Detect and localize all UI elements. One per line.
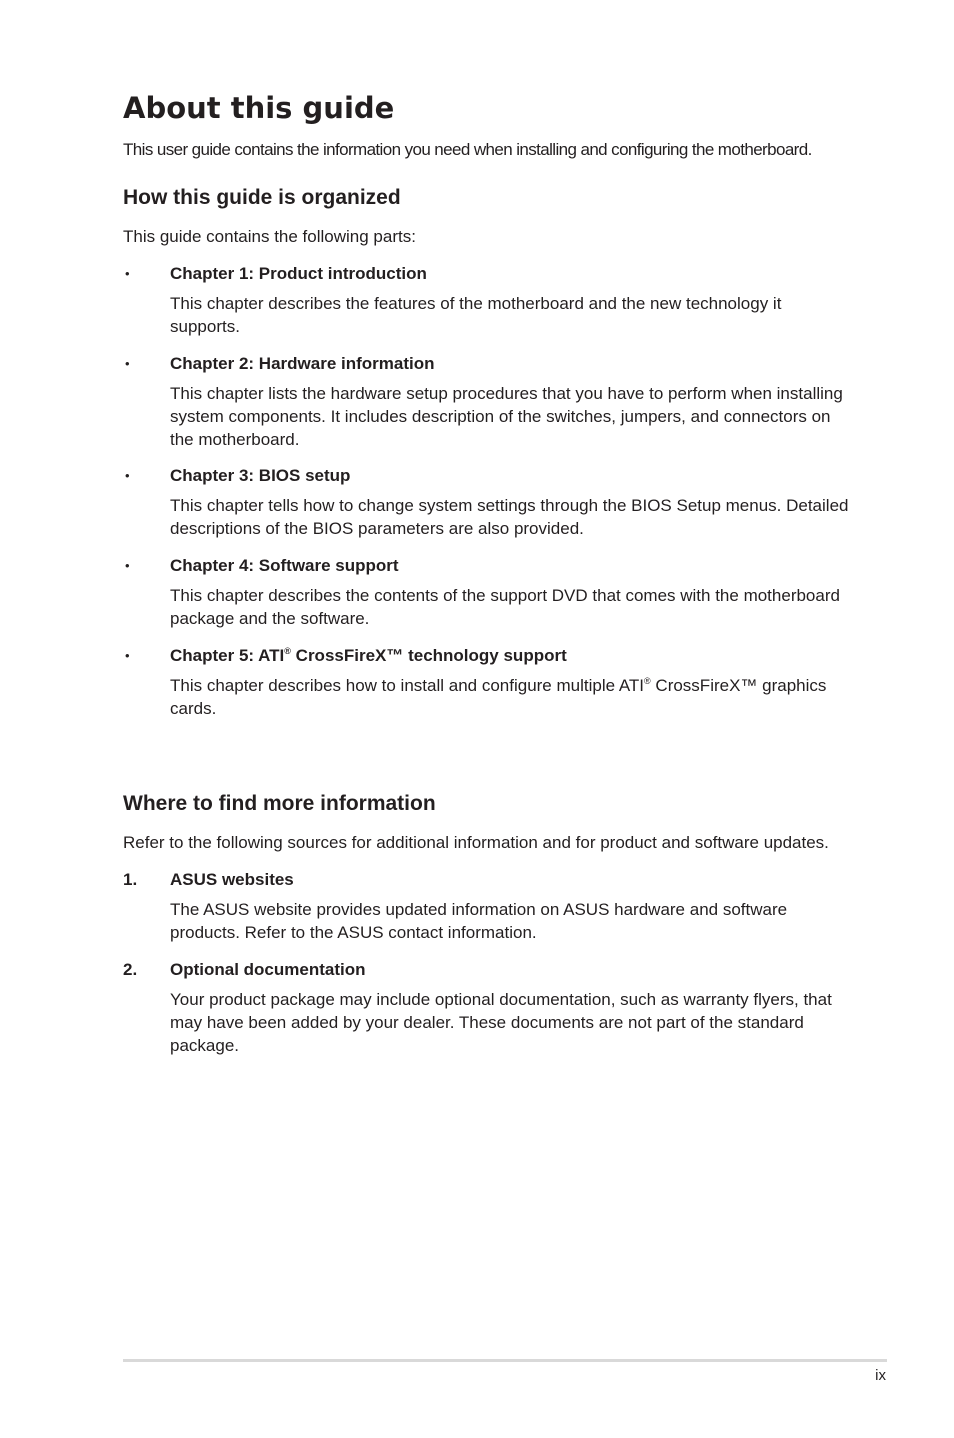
chapter-title: Chapter 4: Software support [170, 556, 399, 575]
list-number: 1. [123, 870, 138, 889]
intro-paragraph: This user guide contains the information you need when installing and configuring the motherboard. [123, 140, 812, 159]
chapter-description: This chapter describes the features of the motherboard and the new technology it supports. [170, 294, 782, 336]
chapter-description [170, 674, 850, 720]
list-number: 2. [123, 960, 138, 979]
bullet-marker: • [125, 468, 130, 483]
footer-divider [123, 1359, 887, 1362]
info-title: Optional documentation [170, 960, 366, 979]
chapter-description: This chapter describes the contents of the support DVD that comes with the motherboard package and the software. [170, 586, 840, 628]
bullet-marker: • [125, 648, 130, 663]
chapter-description-end: CrossFireX™ graphics cards. [170, 676, 827, 718]
chapter-description-start: This chapter describes how to install and configure multiple ATI [170, 676, 645, 695]
page-title: About this guide [123, 91, 395, 125]
page-number: ix [875, 1367, 886, 1384]
bullet-marker: • [125, 266, 130, 281]
chapter-title: Chapter 2: Hardware information [170, 354, 435, 373]
chapter-title-end: CrossFireX™ technology support [290, 646, 567, 665]
section-heading-more-info: Where to find more information [123, 792, 436, 815]
chapter-title-start: Chapter 5: ATI [170, 646, 285, 665]
section-heading-organized: How this guide is organized [123, 186, 401, 209]
registered-mark: ® [284, 646, 291, 656]
chapter-description: This chapter lists the hardware setup procedures that you have to perform when installing system components. It includes description of the switches, jumpers, and connectors on the motherboard. [170, 384, 843, 449]
info-title: ASUS websites [170, 870, 294, 889]
chapter-title: Chapter 1: Product introduction [170, 264, 427, 283]
organized-lead: This guide contains the following parts: [123, 227, 416, 246]
chapter-title: Chapter 3: BIOS setup [170, 466, 351, 485]
chapter-title [170, 644, 567, 667]
chapter-description: This chapter tells how to change system settings through the BIOS Setup menus. Detailed descriptions of the BIOS parameters are also provided. [170, 496, 849, 538]
registered-mark: ® [644, 676, 651, 686]
info-description: Your product package may include optional documentation, such as warranty flyers, that may have been added by your dealer. These documents are not part of the standard package. [170, 990, 832, 1055]
bullet-marker: • [125, 558, 130, 573]
more-info-lead: Refer to the following sources for additional information and for product and software updates. [123, 833, 829, 852]
bullet-marker: • [125, 356, 130, 371]
info-description: The ASUS website provides updated information on ASUS hardware and software products. Refer to the ASUS contact information. [170, 900, 788, 942]
